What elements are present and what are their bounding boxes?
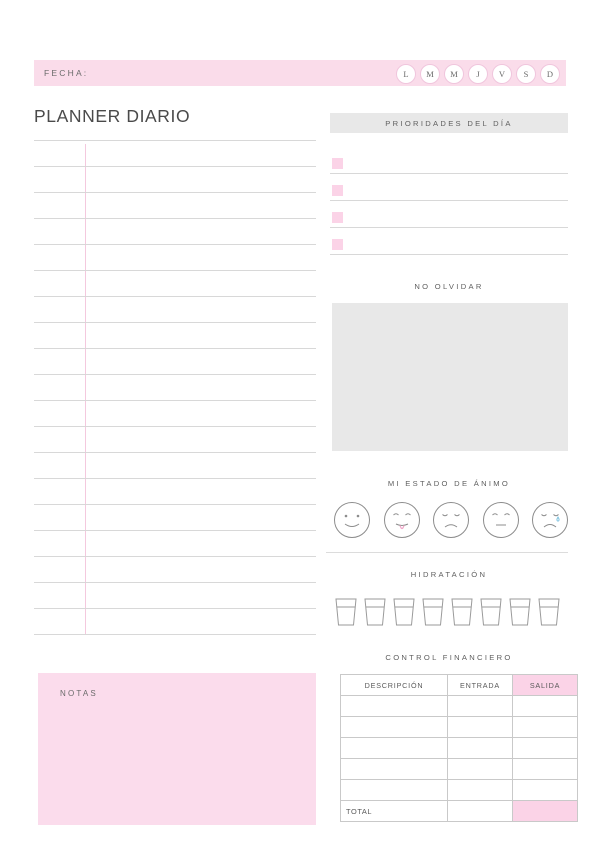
mood-selector[interactable] bbox=[330, 500, 572, 540]
table-row[interactable] bbox=[341, 780, 578, 801]
neutral-face-icon[interactable] bbox=[481, 500, 521, 540]
rule-line bbox=[34, 166, 316, 167]
rule-line bbox=[34, 478, 316, 479]
checkbox-square-icon[interactable] bbox=[332, 185, 343, 196]
glass-icon[interactable] bbox=[333, 596, 359, 628]
page-title: PLANNER DIARIO bbox=[34, 106, 191, 126]
rule-line bbox=[34, 582, 316, 583]
table-row[interactable] bbox=[341, 759, 578, 780]
section-divider bbox=[326, 552, 568, 553]
rule-line bbox=[34, 452, 316, 453]
rule-line bbox=[34, 244, 316, 245]
cell-entrada[interactable] bbox=[448, 759, 513, 780]
priority-write-line bbox=[330, 254, 568, 255]
hydration-heading: HIDRATACIÓN bbox=[410, 570, 488, 579]
cell-salida[interactable] bbox=[513, 696, 578, 717]
column-header-entrada: ENTRADA bbox=[448, 675, 513, 696]
cell-entrada[interactable] bbox=[448, 696, 513, 717]
hydration-tracker[interactable] bbox=[333, 596, 569, 628]
weekday-j[interactable]: J bbox=[468, 64, 488, 84]
cell-descripcion[interactable] bbox=[341, 759, 448, 780]
glass-icon[interactable] bbox=[478, 596, 504, 628]
rule-line bbox=[34, 374, 316, 375]
cell-salida[interactable] bbox=[513, 780, 578, 801]
glass-icon[interactable] bbox=[391, 596, 417, 628]
rule-line bbox=[34, 608, 316, 609]
priority-item[interactable] bbox=[330, 232, 568, 259]
rule-line bbox=[34, 296, 316, 297]
weekday-s[interactable]: S bbox=[516, 64, 536, 84]
notes-box[interactable] bbox=[38, 673, 316, 825]
glass-icon[interactable] bbox=[362, 596, 388, 628]
checkbox-square-icon[interactable] bbox=[332, 212, 343, 223]
priorities-heading: PRIORIDADES DEL DÍA bbox=[330, 113, 568, 133]
glass-icon[interactable] bbox=[536, 596, 562, 628]
checkbox-square-icon[interactable] bbox=[332, 239, 343, 250]
rule-line bbox=[34, 634, 316, 635]
priorities-list[interactable] bbox=[330, 151, 568, 259]
cell-entrada[interactable] bbox=[448, 738, 513, 759]
crying-face-icon[interactable] bbox=[530, 500, 570, 540]
table-total-row[interactable] bbox=[341, 801, 578, 822]
mood-heading: MI ESTADO DE ÁNIMO bbox=[387, 479, 511, 488]
total-salida[interactable] bbox=[513, 801, 578, 822]
weekday-m1[interactable]: M bbox=[420, 64, 440, 84]
notes-label: NOTAS bbox=[60, 689, 98, 698]
rule-line bbox=[34, 348, 316, 349]
total-entrada[interactable] bbox=[448, 801, 513, 822]
column-header-descripcion: DESCRIPCIÓN bbox=[341, 675, 448, 696]
priority-item[interactable] bbox=[330, 178, 568, 205]
priorities-section bbox=[330, 113, 568, 259]
schedule-writing-area[interactable] bbox=[34, 140, 316, 638]
priority-item[interactable] bbox=[330, 205, 568, 232]
cell-salida[interactable] bbox=[513, 717, 578, 738]
weekday-d[interactable]: D bbox=[540, 64, 560, 84]
weekday-m2[interactable]: M bbox=[444, 64, 464, 84]
cell-salida[interactable] bbox=[513, 759, 578, 780]
total-label: TOTAL bbox=[341, 801, 448, 822]
cell-descripcion[interactable] bbox=[341, 717, 448, 738]
weekday-selector[interactable] bbox=[396, 64, 560, 84]
priority-write-line bbox=[330, 227, 568, 228]
finance-heading: CONTROL FINANCIERO bbox=[385, 653, 513, 662]
weekday-l[interactable]: L bbox=[396, 64, 416, 84]
checkbox-square-icon[interactable] bbox=[332, 158, 343, 169]
weekday-v[interactable]: V bbox=[492, 64, 512, 84]
table-row[interactable] bbox=[341, 738, 578, 759]
cell-salida[interactable] bbox=[513, 738, 578, 759]
reminders-box[interactable] bbox=[332, 303, 568, 451]
rule-line bbox=[34, 504, 316, 505]
reminders-heading: NO OLVIDAR bbox=[414, 282, 484, 291]
table-row[interactable] bbox=[341, 696, 578, 717]
priority-write-line bbox=[330, 173, 568, 174]
cell-descripcion[interactable] bbox=[341, 738, 448, 759]
playful-face-icon[interactable] bbox=[382, 500, 422, 540]
date-label: FECHA: bbox=[44, 68, 89, 78]
finance-table[interactable] bbox=[340, 674, 578, 822]
cell-entrada[interactable] bbox=[448, 780, 513, 801]
cell-descripcion[interactable] bbox=[341, 696, 448, 717]
rule-line bbox=[34, 140, 316, 141]
column-header-salida: SALIDA bbox=[513, 675, 578, 696]
rule-line bbox=[34, 530, 316, 531]
date-bar bbox=[34, 60, 566, 86]
cell-descripcion[interactable] bbox=[341, 780, 448, 801]
priority-item[interactable] bbox=[330, 151, 568, 178]
rule-line bbox=[34, 322, 316, 323]
table-header-row bbox=[341, 675, 578, 696]
glass-icon[interactable] bbox=[449, 596, 475, 628]
table-row[interactable] bbox=[341, 717, 578, 738]
sad-face-icon[interactable] bbox=[431, 500, 471, 540]
rule-line bbox=[34, 192, 316, 193]
glass-icon[interactable] bbox=[420, 596, 446, 628]
rule-line bbox=[34, 218, 316, 219]
priority-write-line bbox=[330, 200, 568, 201]
glass-icon[interactable] bbox=[507, 596, 533, 628]
rule-line bbox=[34, 556, 316, 557]
happy-face-icon[interactable] bbox=[332, 500, 372, 540]
rule-line bbox=[34, 270, 316, 271]
rule-line bbox=[34, 426, 316, 427]
rule-line bbox=[34, 400, 316, 401]
cell-entrada[interactable] bbox=[448, 717, 513, 738]
